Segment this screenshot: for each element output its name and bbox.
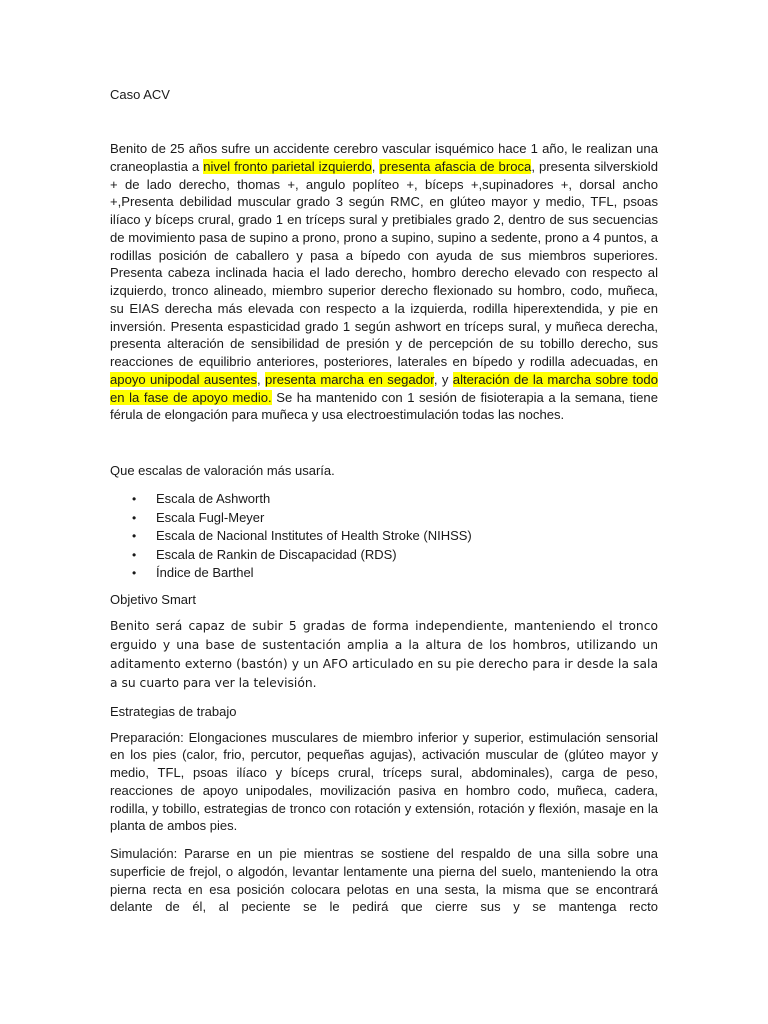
assessment-question: Que escalas de valoración más usaría.: [110, 463, 335, 478]
case-text-4: ,: [257, 371, 266, 387]
simulation-paragraph: Simulación: Pararse en un pie mientras se sostiene del respaldo de una silla sobre una superficie de frejol, o algodón, levantar lentamente una pierna del suelo, manteniendo la otra pierna recta en esa posición colocara pelotas en una sesta, la misma que se encontrará delante de él, al peciente se le pedirá que cierre sus y se mantenga recto: [110, 846, 658, 915]
document-body: [110, 86, 658, 916]
scales-list: [110, 490, 658, 583]
scale-label: Escala Fugl-Meyer: [156, 509, 265, 525]
case-text-1: Benito de 25 años sufre un accidente cerebro vascular isquémico hace 1 año, le realizan una craneoplastia a: [110, 141, 658, 174]
list-item: [110, 509, 658, 528]
highlight-gait: presenta marcha en segador: [265, 371, 434, 387]
highlight-lesion-level: nivel fronto parietal izquierdo: [203, 158, 372, 174]
scale-label: Escala de Ashworth: [156, 491, 271, 506]
scale-label: Escala de Nacional Institutes of Health Stroke (NIHSS): [156, 528, 472, 543]
bullet-icon: •: [132, 492, 137, 506]
bullet-icon: •: [132, 510, 137, 525]
case-text-3: , presenta silverskiold + de lado derecho, thomas +, angulo poplíteo +, bíceps +,supinadores +, dorsal ancho +,Presenta debilidad muscular grado 3 según RMC, en glúteo mayor y medio, TFL, psoas ilíaco y bíceps crural, grado 1 en tríceps sural y pretibiales grado 2, dentro de sus secuencias de movimiento pasa de supino a prono, prono a supino, supino a sedente, prono a 4 puntos, a rodillas posición de caballero y pasa a bípedo con ayuda de sus miembros superiores. Presenta cabeza inclinada hacia el lado derecho, hombro derecho elevado con respecto al izquierdo, tronco alineado, miembro superior derecho flexionado su hombro, codo, muñeca, su EIAS derecha más elevada con respecto a la izquierda, rodilla hiperextendida, y pie en inversión. Presenta espasticidad grado 1 según ashwort en tríceps sural, y muñeca derecha, presenta alteración de sensibilidad de presión y de percepción de su tobillo derecho, sus reacciones de equilibrio anteriores, posteriores, laterales en bípedo y rodilla adecuadas, en: [110, 158, 658, 369]
case-paragraph: [110, 140, 658, 424]
bullet-icon: •: [132, 529, 137, 543]
list-item: [110, 527, 658, 546]
document-title: Caso ACV: [110, 87, 170, 102]
highlight-gait-phase: alteración de la marcha sobre todo en la fase de apoyo medio.: [110, 371, 658, 405]
strategies-heading: Estrategias de trabajo: [110, 703, 237, 719]
list-item: [110, 490, 658, 509]
highlight-aphasia: presenta afascia de broca: [379, 158, 532, 174]
preparation-paragraph: Preparación: Elongaciones musculares de miembro inferior y superior, estimulación sensorial en los pies (calor, frio, percutor, pequeñas agujas), activación muscular de (glúteo mayor y medio, TFL, psoas ilíaco y bíceps crural, tríceps sural, abdominales), carga de peso, reacciones de apoyo unipodales, movilización pasiva en hombro codo, muñeca, cadera, rodilla, y tobillo, estrategias de tronco con rotación y extensión, rotación y flexión, masaje en la planta de ambos pies.: [110, 729, 658, 834]
smart-objective-text: Benito será capaz de subir 5 gradas de forma independiente, manteniendo el tronco erguido y una base de sustentación amplia a la altura de los hombros, utilizando un aditamento externo (bastón) y un AFO articulado en su pie derecho para ir desde la sala a su cuarto para ver la televisión.: [110, 618, 658, 690]
highlight-unipodal: apoyo unipodal ausentes: [110, 371, 258, 387]
list-item: [110, 546, 658, 565]
scale-label: Índice de Barthel: [156, 565, 254, 580]
case-text-5: , y: [433, 371, 453, 387]
case-text-6: Se ha mantenido con 1 sesión de fisioterapia a la semana, tiene férula de elongación para muñeca y usa electroestimulación todas las noches.: [110, 389, 658, 423]
bullet-icon: •: [132, 566, 137, 580]
case-text-2: ,: [371, 158, 380, 174]
bullet-icon: •: [132, 547, 137, 562]
scale-label: Escala de Rankin de Discapacidad (RDS): [156, 546, 397, 562]
list-item: [110, 564, 658, 583]
smart-objective-heading: Objetivo Smart: [110, 591, 196, 607]
